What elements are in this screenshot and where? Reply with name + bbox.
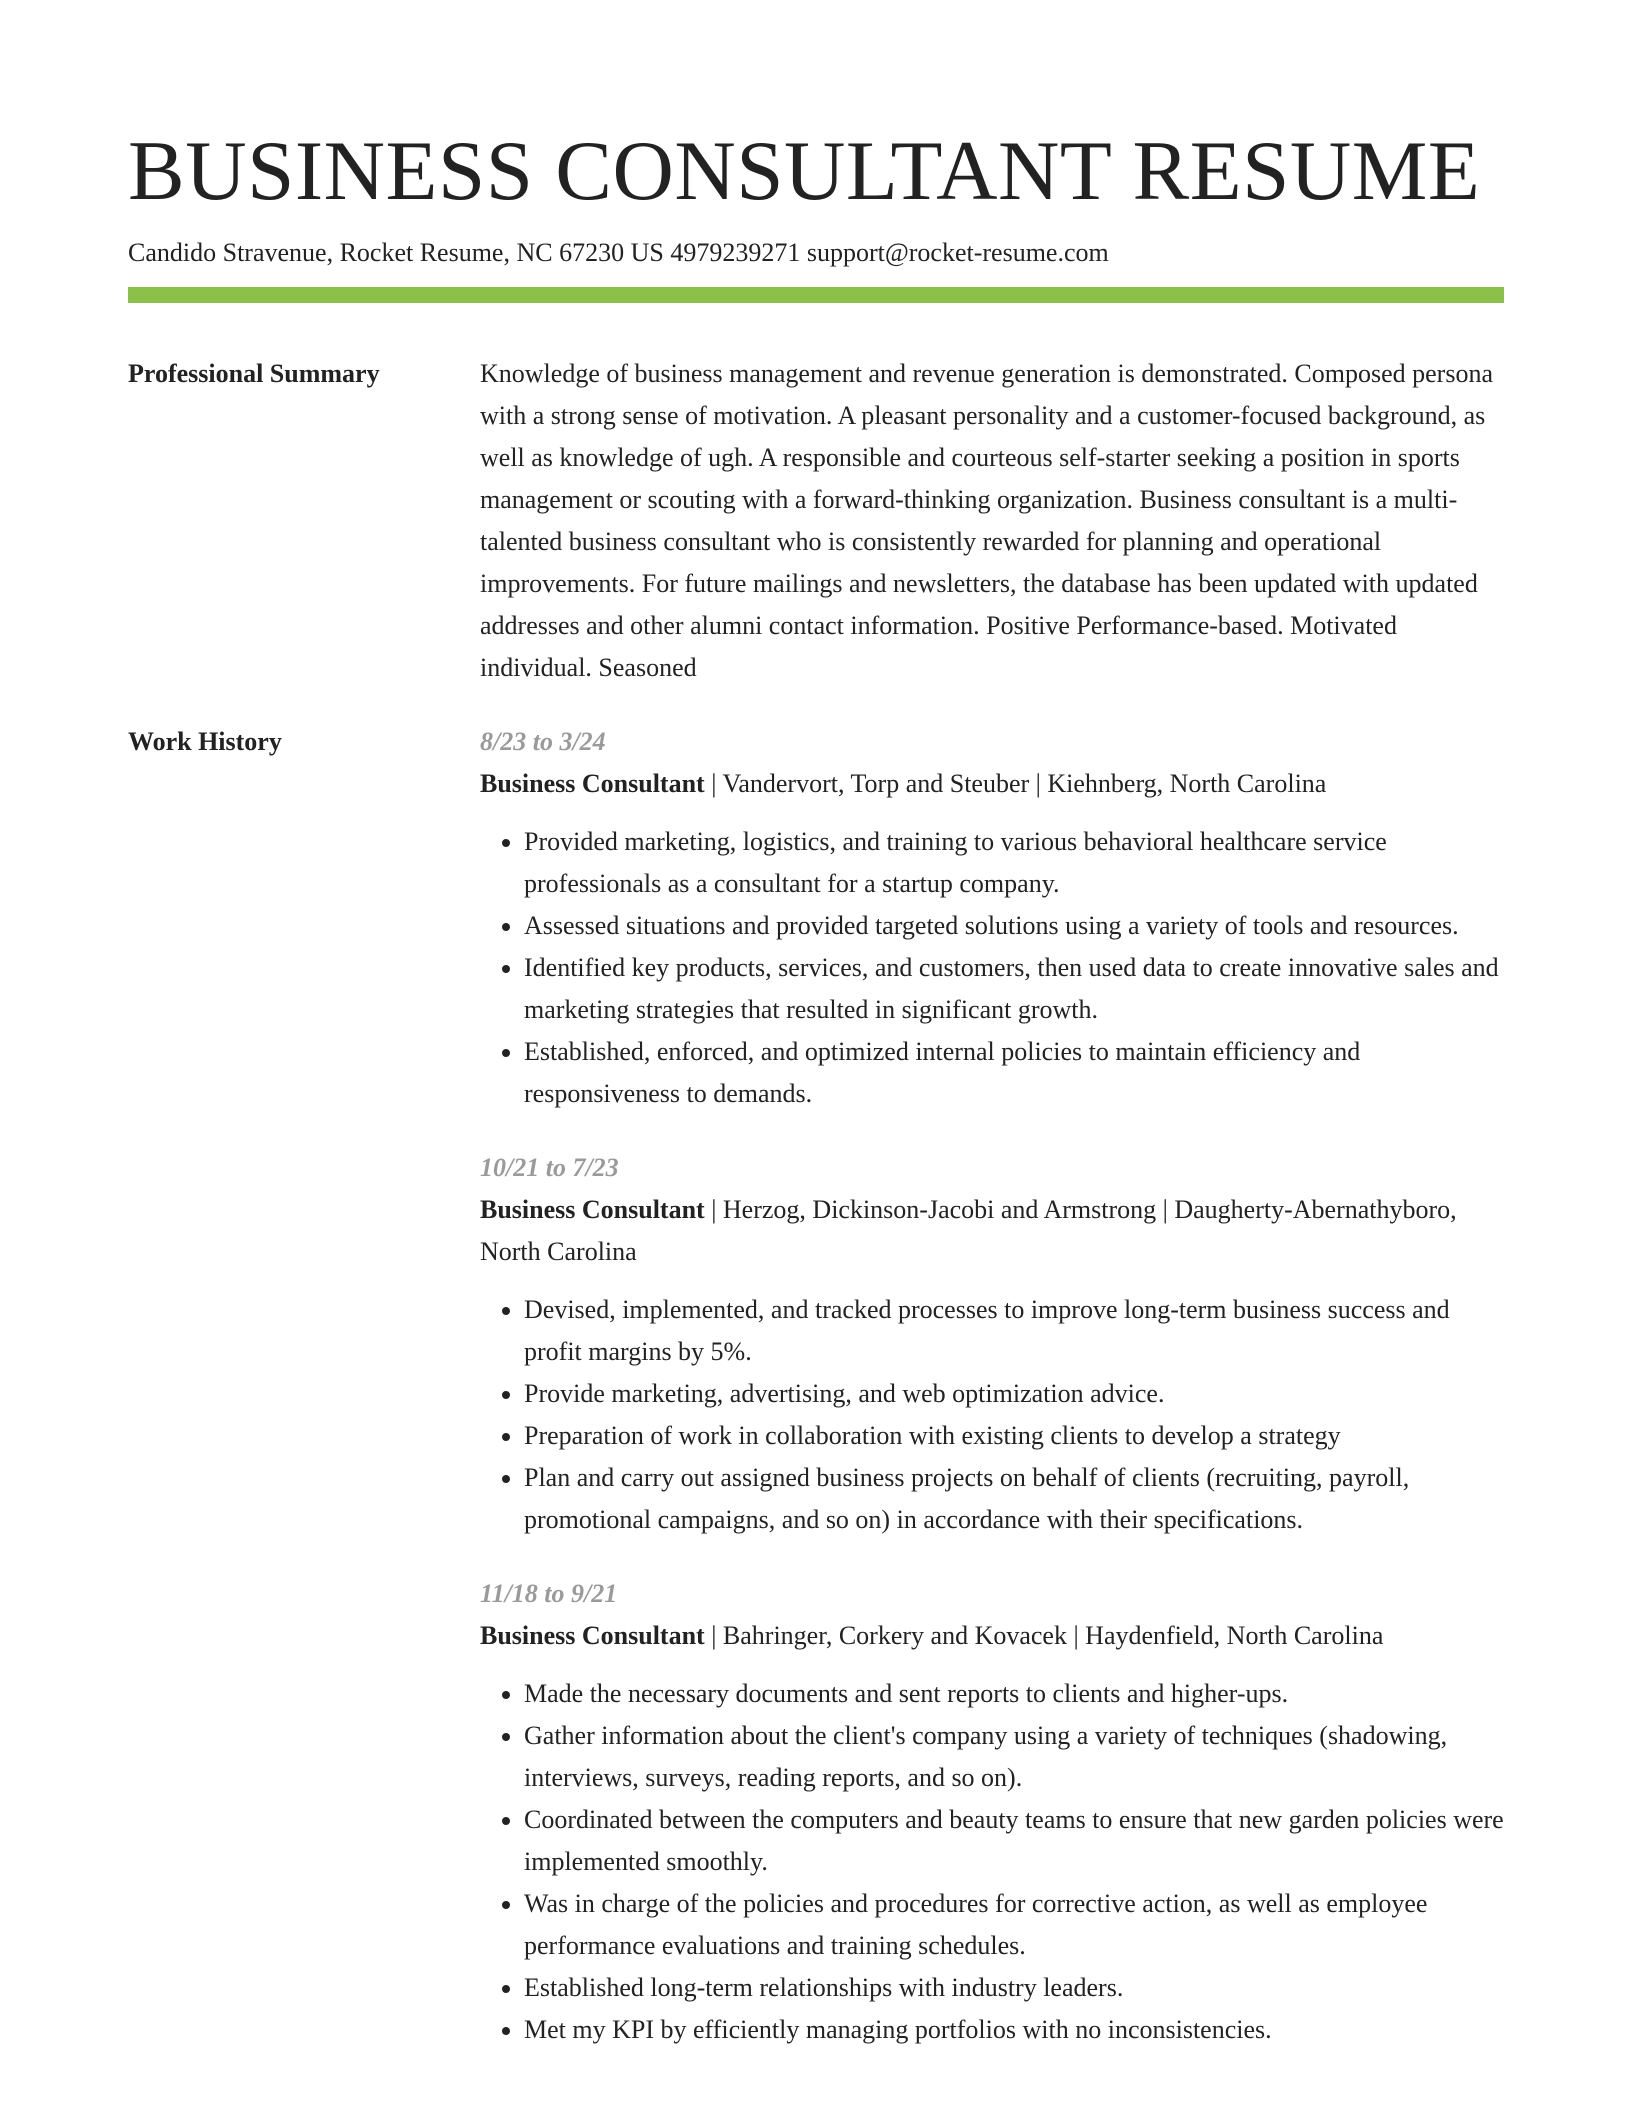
job-bullet-list: [480, 1673, 1504, 2051]
job-bullet: • Made the necessary documents and sent reports to clients and higher-ups.: [524, 1673, 1504, 1715]
section-label-work-history: Work History: [128, 727, 282, 756]
job-bullet-list: [480, 821, 1504, 1115]
summary-text: Knowledge of business management and revenue generation is demonstrated. Composed persona with a strong sense of motivation. A pleasant personality and a customer-focused background, as well as knowledge of ugh. A responsible and courteous self-starter seeking a position in sports management or scouting with a forward-thinking organization. Business consultant is a multi-talented business consultant who is consistently rewarded for planning and operational improvements. For future mailings and newsletters, the database has been updated with updated addresses and other alumni contact information. Positive Performance-based. Motivated individual. Seasoned: [480, 359, 1493, 682]
work-history-body: [480, 721, 1504, 2083]
job-dates: 8/23 to 3/24: [480, 727, 606, 756]
job-entry: [480, 1573, 1504, 2051]
job-bullet-list: [480, 1289, 1504, 1541]
job-entry: [480, 721, 1504, 1115]
job-bullet: • Was in charge of the policies and procedures for corrective action, as well as employee performance evaluations and training schedules.: [524, 1883, 1504, 1967]
job-details: | Vandervort, Torp and Steuber | Kiehnberg, North Carolina: [704, 769, 1327, 798]
section-label-professional-summary: Professional Summary: [128, 359, 380, 388]
job-title: Business Consultant: [480, 769, 705, 798]
job-bullet: • Identified key products, services, and customers, then used data to create innovative sales and marketing strategies that resulted in significant growth.: [524, 947, 1504, 1031]
contact-line: Candido Stravenue, Rocket Resume, NC 67230 US 4979239271 support@rocket-resume.com: [128, 238, 1109, 267]
job-bullet: • Preparation of work in collaboration with existing clients to develop a strategy: [524, 1415, 1504, 1457]
job-title: Business Consultant: [480, 1195, 705, 1224]
job-heading: [480, 1189, 1504, 1273]
summary-body: [480, 353, 1504, 689]
job-dates: 10/21 to 7/23: [480, 1153, 619, 1182]
job-details: | Herzog, Dickinson-Jacobi and Armstrong | Daugherty-Abernathyboro, North Carolina: [480, 1195, 1457, 1266]
job-bullet: • Plan and carry out assigned business projects on behalf of clients (recruiting, payroll, promotional campaigns, and so on) in accordance with their specifications.: [524, 1457, 1504, 1541]
work-history-section: [128, 721, 1504, 2083]
job-title: Business Consultant: [480, 1621, 705, 1650]
job-bullet: • Devised, implemented, and tracked processes to improve long-term business success and profit margins by 5%.: [524, 1289, 1504, 1373]
job-bullet: • Provided marketing, logistics, and training to various behavioral healthcare service professionals as a consultant for a startup company.: [524, 821, 1504, 905]
job-details: | Bahringer, Corkery and Kovacek | Haydenfield, North Carolina: [704, 1621, 1384, 1650]
header-divider: [128, 287, 1504, 303]
job-entry: [480, 1147, 1504, 1541]
job-heading: [480, 1615, 1504, 1657]
job-bullet: • Established long-term relationships with industry leaders.: [524, 1967, 1504, 2009]
resume-page: [128, 0, 1504, 2083]
professional-summary-section: [128, 353, 1504, 689]
resume-title: BUSINESS CONSULTANT RESUME: [128, 124, 1481, 218]
job-bullet: • Established, enforced, and optimized internal policies to maintain efficiency and responsiveness to demands.: [524, 1031, 1504, 1115]
job-bullet: • Provide marketing, advertising, and web optimization advice.: [524, 1373, 1504, 1415]
job-bullet: • Gather information about the client's company using a variety of techniques (shadowing, interviews, surveys, reading reports, and so on).: [524, 1715, 1504, 1799]
job-bullet: • Assessed situations and provided targeted solutions using a variety of tools and resources.: [524, 905, 1504, 947]
job-bullet: • Coordinated between the computers and beauty teams to ensure that new garden policies were implemented smoothly.: [524, 1799, 1504, 1883]
job-dates: 11/18 to 9/21: [480, 1579, 618, 1608]
job-heading: [480, 763, 1504, 805]
job-bullet: • Met my KPI by efficiently managing portfolios with no inconsistencies.: [524, 2009, 1504, 2051]
